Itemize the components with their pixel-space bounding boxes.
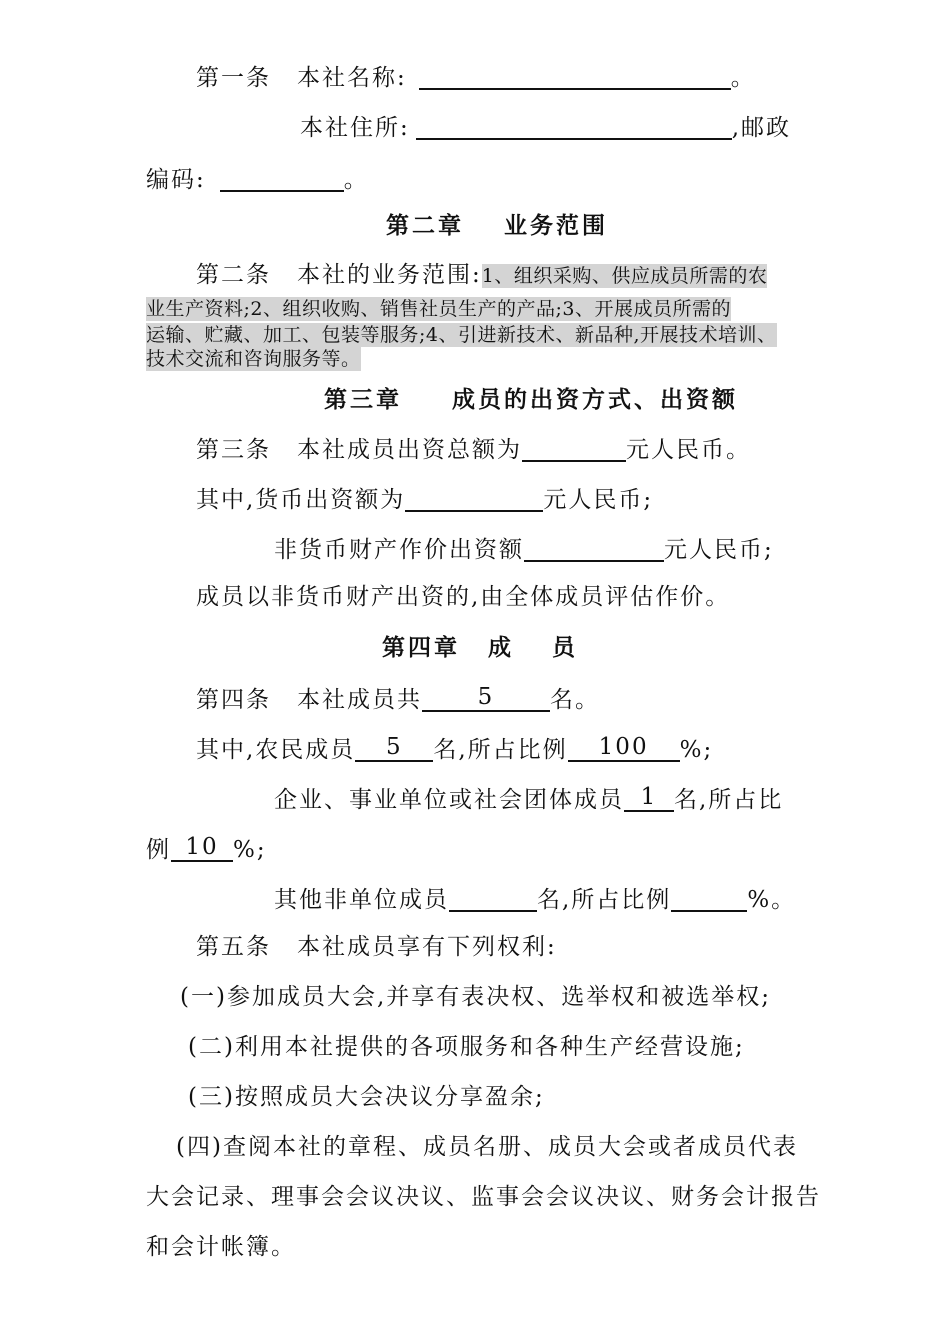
percent-sign: %; — [233, 837, 267, 863]
farmer-ratio-field[interactable]: 100 — [568, 736, 680, 762]
article-3-label: 第三条 — [196, 437, 271, 463]
member-total-field[interactable]: 5 — [422, 686, 550, 712]
other-member-label: 其他非单位成员 — [274, 887, 449, 913]
article-5-line-1 — [196, 936, 557, 959]
ratio-label-cont: 例 — [146, 837, 171, 863]
org-ratio-field[interactable]: 10 — [171, 836, 233, 862]
cash-capital-field[interactable] — [405, 486, 543, 512]
article-4-line-5 — [274, 886, 796, 912]
chapter-4-heading — [382, 636, 578, 659]
cash-capital-label: 其中,货币出资额为 — [196, 487, 406, 513]
ratio-label: 名,所占比 — [674, 787, 784, 813]
article-1-line-1 — [196, 64, 756, 90]
coop-name-field[interactable] — [419, 64, 731, 90]
right-text: 大会记录、理事会会议决议、监事会会议决议、财务会计报告 — [146, 1184, 821, 1210]
postcode-tail: ,邮政 — [731, 115, 792, 141]
article-5-label: 第五条 — [196, 934, 271, 960]
postcode-label: 编码: — [146, 167, 206, 193]
chapter-number: 第四章 — [382, 634, 460, 661]
punctuation: 。 — [343, 167, 369, 193]
right-text: (四)查阅本社的章程、成员名册、成员大会或者成员代表 — [176, 1134, 798, 1160]
right-text: 和会计帐簿。 — [146, 1234, 296, 1260]
article-3-line-3 — [274, 536, 774, 562]
article-4-line-1 — [196, 686, 600, 712]
total-capital-field[interactable] — [522, 436, 626, 462]
valuation-text: 成员以非货币财产出资的,由全体成员评估作价。 — [196, 584, 731, 610]
noncash-capital-label: 非货币财产作价出资额 — [274, 537, 524, 563]
chapter-3-heading — [324, 388, 738, 411]
unit-text: 名。 — [550, 687, 600, 713]
article-4-label: 第四条 — [196, 687, 271, 713]
chapter-title: 员 — [552, 634, 578, 661]
address-label: 本社住所: — [300, 115, 410, 141]
noncash-capital-field[interactable] — [524, 536, 664, 562]
right-text: (一)参加成员大会,并享有表决权、选举权和被选举权; — [180, 984, 772, 1010]
article-4-line-4 — [146, 836, 267, 862]
article-2-intro: 本社的业务范围: — [297, 262, 482, 288]
percent-sign: %; — [679, 737, 714, 763]
article-4-line-2 — [196, 736, 713, 762]
chapter-title: 业务范围 — [504, 212, 608, 239]
right-item-4-cont-1 — [146, 1186, 821, 1209]
right-text: (二)利用本社提供的各项服务和各种生产经营设施; — [188, 1034, 745, 1060]
article-1-line-3 — [146, 166, 369, 192]
article-3-line-2 — [196, 486, 653, 512]
farmer-member-label: 其中,农民成员 — [196, 737, 356, 763]
article-3-line-4 — [196, 586, 730, 609]
article-2-line-4 — [146, 350, 361, 369]
right-item-1 — [180, 986, 771, 1009]
right-text: (三)按照成员大会决议分享盈余; — [188, 1084, 545, 1110]
currency-unit: 元人民币; — [543, 487, 654, 513]
article-1-label: 第一条 — [196, 65, 271, 91]
currency-unit: 元人民币。 — [626, 437, 751, 463]
total-capital-label: 本社成员出资总额为 — [297, 437, 522, 463]
right-item-2 — [188, 1036, 745, 1059]
right-item-3 — [188, 1086, 545, 1109]
org-member-field[interactable]: 1 — [624, 786, 674, 812]
chapter-number: 第三章 — [324, 386, 402, 413]
highlighted-scope-text: 业生产资料;2、组织收购、销售社员生产的产品;3、开展成员所需的 — [146, 298, 731, 320]
punctuation: 。 — [730, 65, 756, 91]
chapter-title: 成员的出资方式、出资额 — [452, 386, 738, 413]
postcode-field[interactable] — [220, 166, 344, 192]
farmer-member-field[interactable]: 5 — [355, 736, 433, 762]
highlighted-scope-text: 1、组织采购、供应成员所需的农 — [481, 265, 768, 287]
chapter-title: 成 — [488, 634, 514, 661]
article-2-line-1 — [196, 264, 767, 287]
article-2-line-2 — [146, 300, 731, 319]
right-item-4-cont-2 — [146, 1236, 296, 1259]
right-item-4 — [176, 1136, 798, 1159]
highlighted-scope-text: 运输、贮藏、加工、包装等服务;4、引进新技术、新品种,开展技术培训、 — [146, 324, 777, 346]
article-3-line-1 — [196, 436, 751, 462]
article-4-line-3 — [274, 786, 783, 812]
other-ratio-field[interactable] — [671, 886, 747, 912]
article-5-intro: 本社成员享有下列权利: — [297, 934, 557, 960]
highlighted-scope-text: 技术交流和咨询服务等。 — [146, 348, 361, 370]
article-1-line-2 — [300, 114, 791, 140]
currency-unit: 元人民币; — [664, 537, 774, 563]
ratio-label: 名,所占比例 — [433, 737, 568, 763]
percent-sign: %。 — [747, 887, 797, 913]
chapter-2-heading — [386, 214, 608, 237]
ratio-label: 名,所占比例 — [537, 887, 672, 913]
article-2-line-3 — [146, 326, 777, 345]
coop-name-label: 本社名称: — [297, 65, 407, 91]
other-member-field[interactable] — [449, 886, 537, 912]
member-total-label: 本社成员共 — [297, 687, 422, 713]
address-field[interactable] — [416, 114, 732, 140]
org-member-label: 企业、事业单位或社会团体成员 — [274, 787, 624, 813]
chapter-number: 第二章 — [386, 212, 464, 239]
article-2-label: 第二条 — [196, 262, 271, 288]
